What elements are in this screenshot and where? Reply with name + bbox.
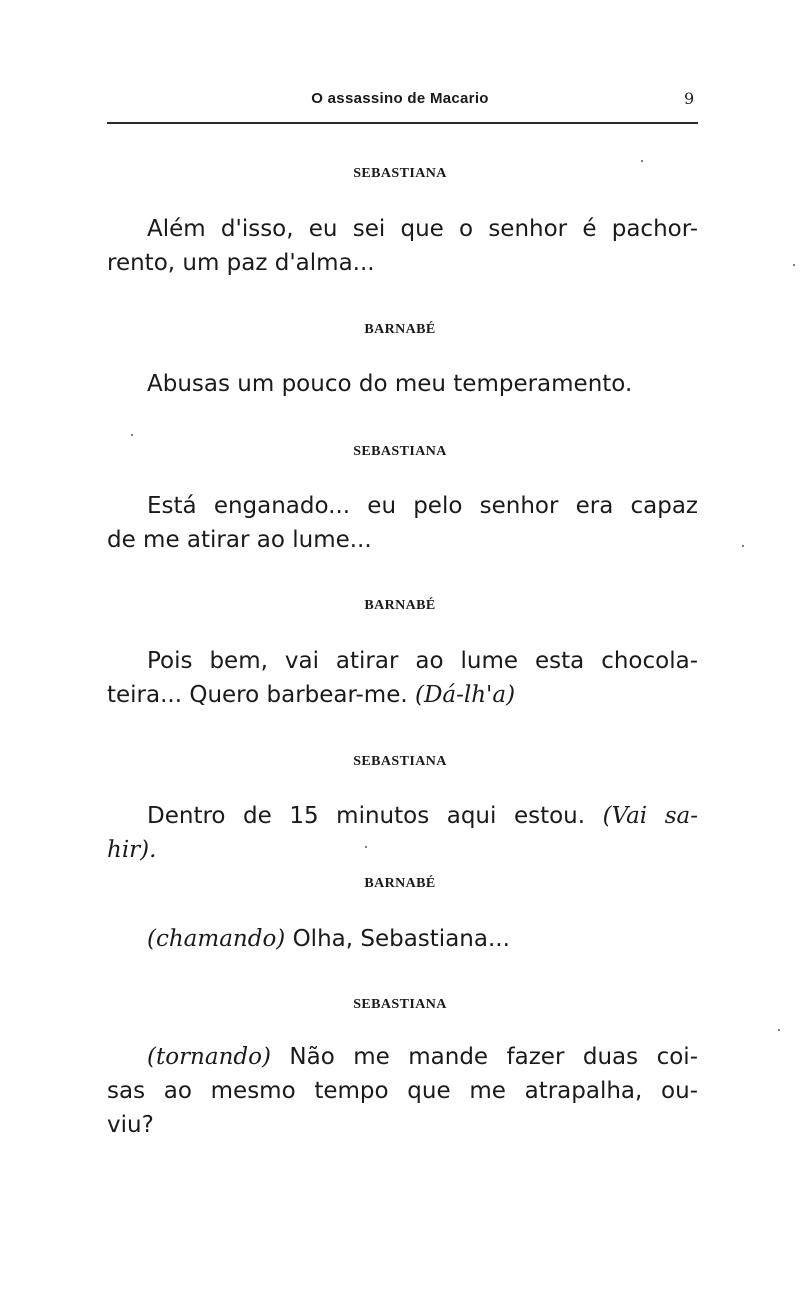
speaker-name: SEBASTIANA bbox=[353, 997, 447, 1012]
scan-speck bbox=[742, 545, 744, 547]
dialogue-line bbox=[107, 1074, 698, 1108]
dialogue-line bbox=[147, 367, 698, 401]
line-text: viu? bbox=[107, 1112, 154, 1138]
line-text: rento, um paz d'alma... bbox=[107, 250, 375, 276]
stage-direction: (chamando) bbox=[147, 926, 286, 952]
dialogue-line bbox=[107, 1108, 698, 1142]
speaker-name: SEBASTIANA bbox=[353, 166, 447, 181]
dialogue-line bbox=[147, 489, 698, 523]
speaker-name: SEBASTIANA bbox=[353, 754, 447, 769]
scan-speck bbox=[131, 434, 133, 436]
stage-direction: (Dá-lh'a) bbox=[414, 682, 516, 708]
stage-direction: (Vai sa- bbox=[602, 803, 699, 829]
scan-speck bbox=[793, 264, 795, 266]
line-text: Dentro de 15 minutos aqui estou. bbox=[147, 803, 603, 829]
page-number: 9 bbox=[684, 89, 695, 108]
dialogue-line bbox=[147, 922, 698, 956]
header-rule bbox=[107, 122, 698, 124]
line-text: Não me mande fazer duas coi- bbox=[270, 1044, 698, 1070]
dialogue-line bbox=[147, 799, 698, 833]
line-text: de me atirar ao lume... bbox=[107, 527, 372, 553]
stage-direction: hir). bbox=[107, 837, 157, 863]
scan-speck bbox=[778, 1029, 780, 1031]
dialogue-line bbox=[107, 523, 698, 557]
running-title: O assassino de Macario bbox=[311, 90, 489, 107]
line-text: sas ao mesmo tempo que me atrapalha, ou- bbox=[107, 1078, 698, 1104]
line-text: Além d'isso, eu sei que o senhor é pachor- bbox=[147, 216, 698, 242]
stage-direction: (tornando) bbox=[147, 1044, 271, 1070]
dialogue-line bbox=[107, 678, 698, 712]
line-text: Está enganado... eu pelo senhor era capaz bbox=[147, 493, 698, 519]
speaker-name: BARNABÉ bbox=[364, 876, 436, 891]
line-text: Olha, Sebastiana... bbox=[285, 926, 510, 952]
dialogue-line bbox=[107, 246, 698, 280]
dialogue-line bbox=[147, 644, 698, 678]
line-text: Abusas um pouco do meu temperamento. bbox=[147, 371, 633, 397]
dialogue-line bbox=[147, 212, 698, 246]
dialogue-line bbox=[107, 833, 698, 867]
speaker-name: BARNABÉ bbox=[364, 322, 436, 337]
speaker-name: BARNABÉ bbox=[364, 598, 436, 613]
scan-speck bbox=[641, 160, 643, 162]
line-text: Pois bem, vai atirar ao lume esta chocola- bbox=[147, 648, 698, 674]
scan-speck bbox=[365, 846, 367, 848]
dialogue-line bbox=[147, 1040, 698, 1074]
speaker-name: SEBASTIANA bbox=[353, 444, 447, 459]
line-text: teira... Quero barbear-me. bbox=[107, 682, 415, 708]
